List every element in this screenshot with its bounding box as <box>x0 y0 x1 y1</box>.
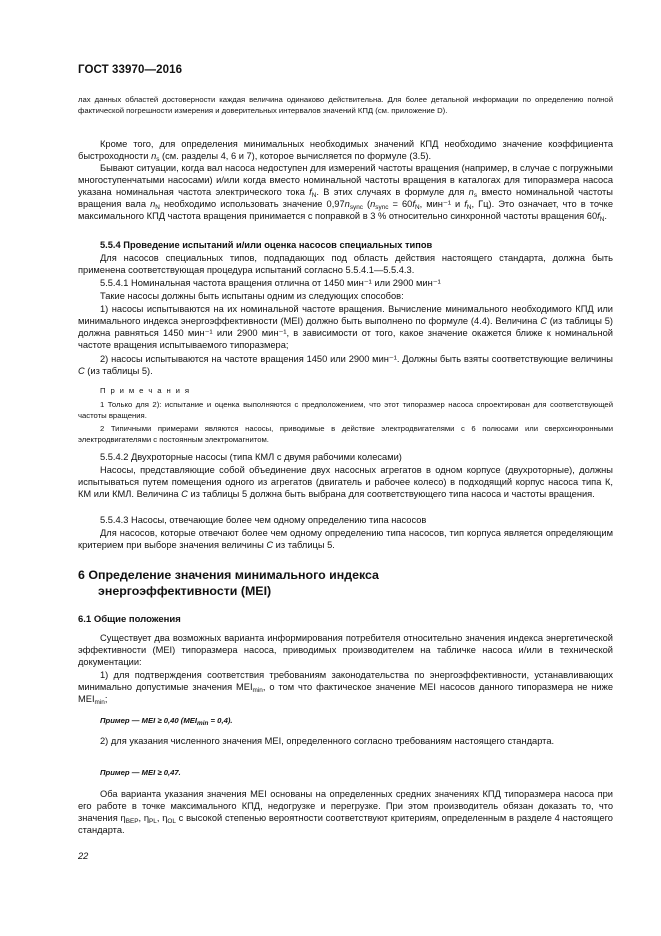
note-2: 2 Типичными примерами являются насосы, приводимые в действие электродвигателями с 6 полюсами или сверхсинхронными электродвигателями с постоянным электромагнитом. <box>78 424 613 444</box>
section-5-5-4-title: 5.5.4 Проведение испытаний и/или оценка насосов специальных типов <box>100 240 433 250</box>
test-methods-intro: Такие насосы должны быть испытаны одним из следующих способов: <box>100 291 404 301</box>
section-6-1-intro: Существует два возможных варианта информирования потребителя относительно значения индекса энергетической эффективности (MEI) типоразмера насоса, приводимых производителем на табличке насоса и/или в технической документации: <box>78 633 613 667</box>
mei-option-2: 2) для указания численного значения MEI, определенного согласно требованиям настоящего стандарта. <box>100 736 555 746</box>
section-5-5-4-3-title: 5.5.4.3 Насосы, отвечающие более чем одному определению типа насосов <box>100 515 427 525</box>
inaccessible-shaft-paragraph: Бывают ситуации, когда вал насоса недоступен для измерений частоты вращения (например, в случае с погружными многоступенчатыми насосами) и/или когда вместо номинальной частоты вращения в каталогах для типоразмера насоса указана номинальная частота электрического тока $f_N$. В этих случаях в формуле для $n_s$ вместо номинальной частоты вращения вала $n_N$ необходимо использовать значение $0,97n_{sync}$ ($n_{sync} = 60f_N$, мин⁻¹ и $f_N$, Гц). Это означает, что в точке максимального КПД частота вращения принимается с поправкой в 3 % относительно синхронной частоты вращения $60f_N$. <box>78 163 614 223</box>
test-method-1: 1) насосы испытываются на их номинальной частоте вращения. Вычисление минимального необходимого КПД или минимального индекса энергоэффективности (MEI) должно быть выполнено по формуле (4.4). Величина C (из таблицы 5) должна равняться 1450 мин⁻¹ или 2900 мин⁻¹, в зависимости от того, какое значение окажется ближе к номинальной частоте вращения испытываемого типоразмера; <box>78 304 613 350</box>
section-5-5-4-2-title: 5.5.4.2 Двухроторные насосы (типа КМЛ с двумя рабочими колесами) <box>100 452 402 462</box>
section-6-title: 6 Определение значения минимального индекса энергоэффективности (MEI) <box>78 568 379 598</box>
section-5-5-4-body: Для насосов специальных типов, подпадающих под область действия настоящего стандарта, должна быть применена соответствующая процедура испытаний согласно 5.5.4.1—5.5.4.3. <box>78 253 613 275</box>
notes-label: П р и м е ч а н и я <box>100 386 191 395</box>
specific-speed-paragraph: Кроме того, для определения минимальных необходимых значений КПД необходимо значение коэффициента быстроходности $n_s$ (см. разделы 4, 6 и 7), которое вычисляется по формуле (3.5). <box>78 139 613 163</box>
confidence-note-continuation: лах данных областей достоверности каждая величина одинаково действительна. Для более детальной информации по определению полной фактической погрешности измерения и доверительных интервалов значений КПД (см. приложение D). <box>78 95 613 115</box>
standard-header: ГОСТ 33970—2016 <box>78 64 183 76</box>
section-5-5-4-3-body: Для насосов, которые отвечают более чем одному определению типа насосов, тип корпуса является определяющим критерием при выборе значения величины C из таблицы 5. <box>78 528 613 550</box>
note-1: 1 Только для 2): испытание и оценка выполняются с предположением, что этот типоразмер насоса спроектирован для соответствующей частоты вращения. <box>78 400 613 420</box>
page-number: 22 <box>78 851 89 861</box>
mei-option-1: 1) для подтверждения соответствия требованиям законодательства по энергоэффективности, устанавливающих минимально допустимые значения $MEI_{min}$, о том что фактическое значение MEI насосов данного типоразмера не ниже $MEI_{min}$; <box>78 670 613 706</box>
example-1: Пример — MEI ≥ 0,40 $(MEI_{min} = 0,4)$. <box>100 716 233 727</box>
example-2: Пример — MEI ≥ 0,47. <box>100 768 181 777</box>
test-method-2: 2) насосы испытываются на частоте вращения 1450 или 2900 мин⁻¹. Должны быть взяты соответствующие величины C (из таблицы 5). <box>78 354 613 376</box>
section-5-5-4-1-title: 5.5.4.1 Номинальная частота вращения отлична от 1450 мин⁻¹ или 2900 мин⁻¹ <box>100 278 441 288</box>
section-5-5-4-2-body: Насосы, представляющие собой объединение двух насосных агрегатов в одном корпусе (двухроторные), должны испытываться путем помещения одного из агрегатов (двигатель и рабочее колесо) в подходящий корпус насоса типа К, КМ или КМЛ. Величина C из таблицы 5 должна быть выбрана для соответствующего типа насоса и частоты вращения. <box>78 465 613 499</box>
section-6-1-title: 6.1 Общие положения <box>78 614 181 625</box>
mei-basis-paragraph: Оба варианта указания значения MEI основаны на определенных средних значениях КПД типоразмера насоса при его работе в точке максимального КПД, недогрузке и перегрузке. При этом производитель обязан доказать то, что значения $\eta_{BEP}$, $\eta_{PL}$, $\eta_{OL}$ с высокой степенью вероятности соответствуют критериям, определенным в разделе 4 настоящего стандарта. <box>78 789 613 835</box>
